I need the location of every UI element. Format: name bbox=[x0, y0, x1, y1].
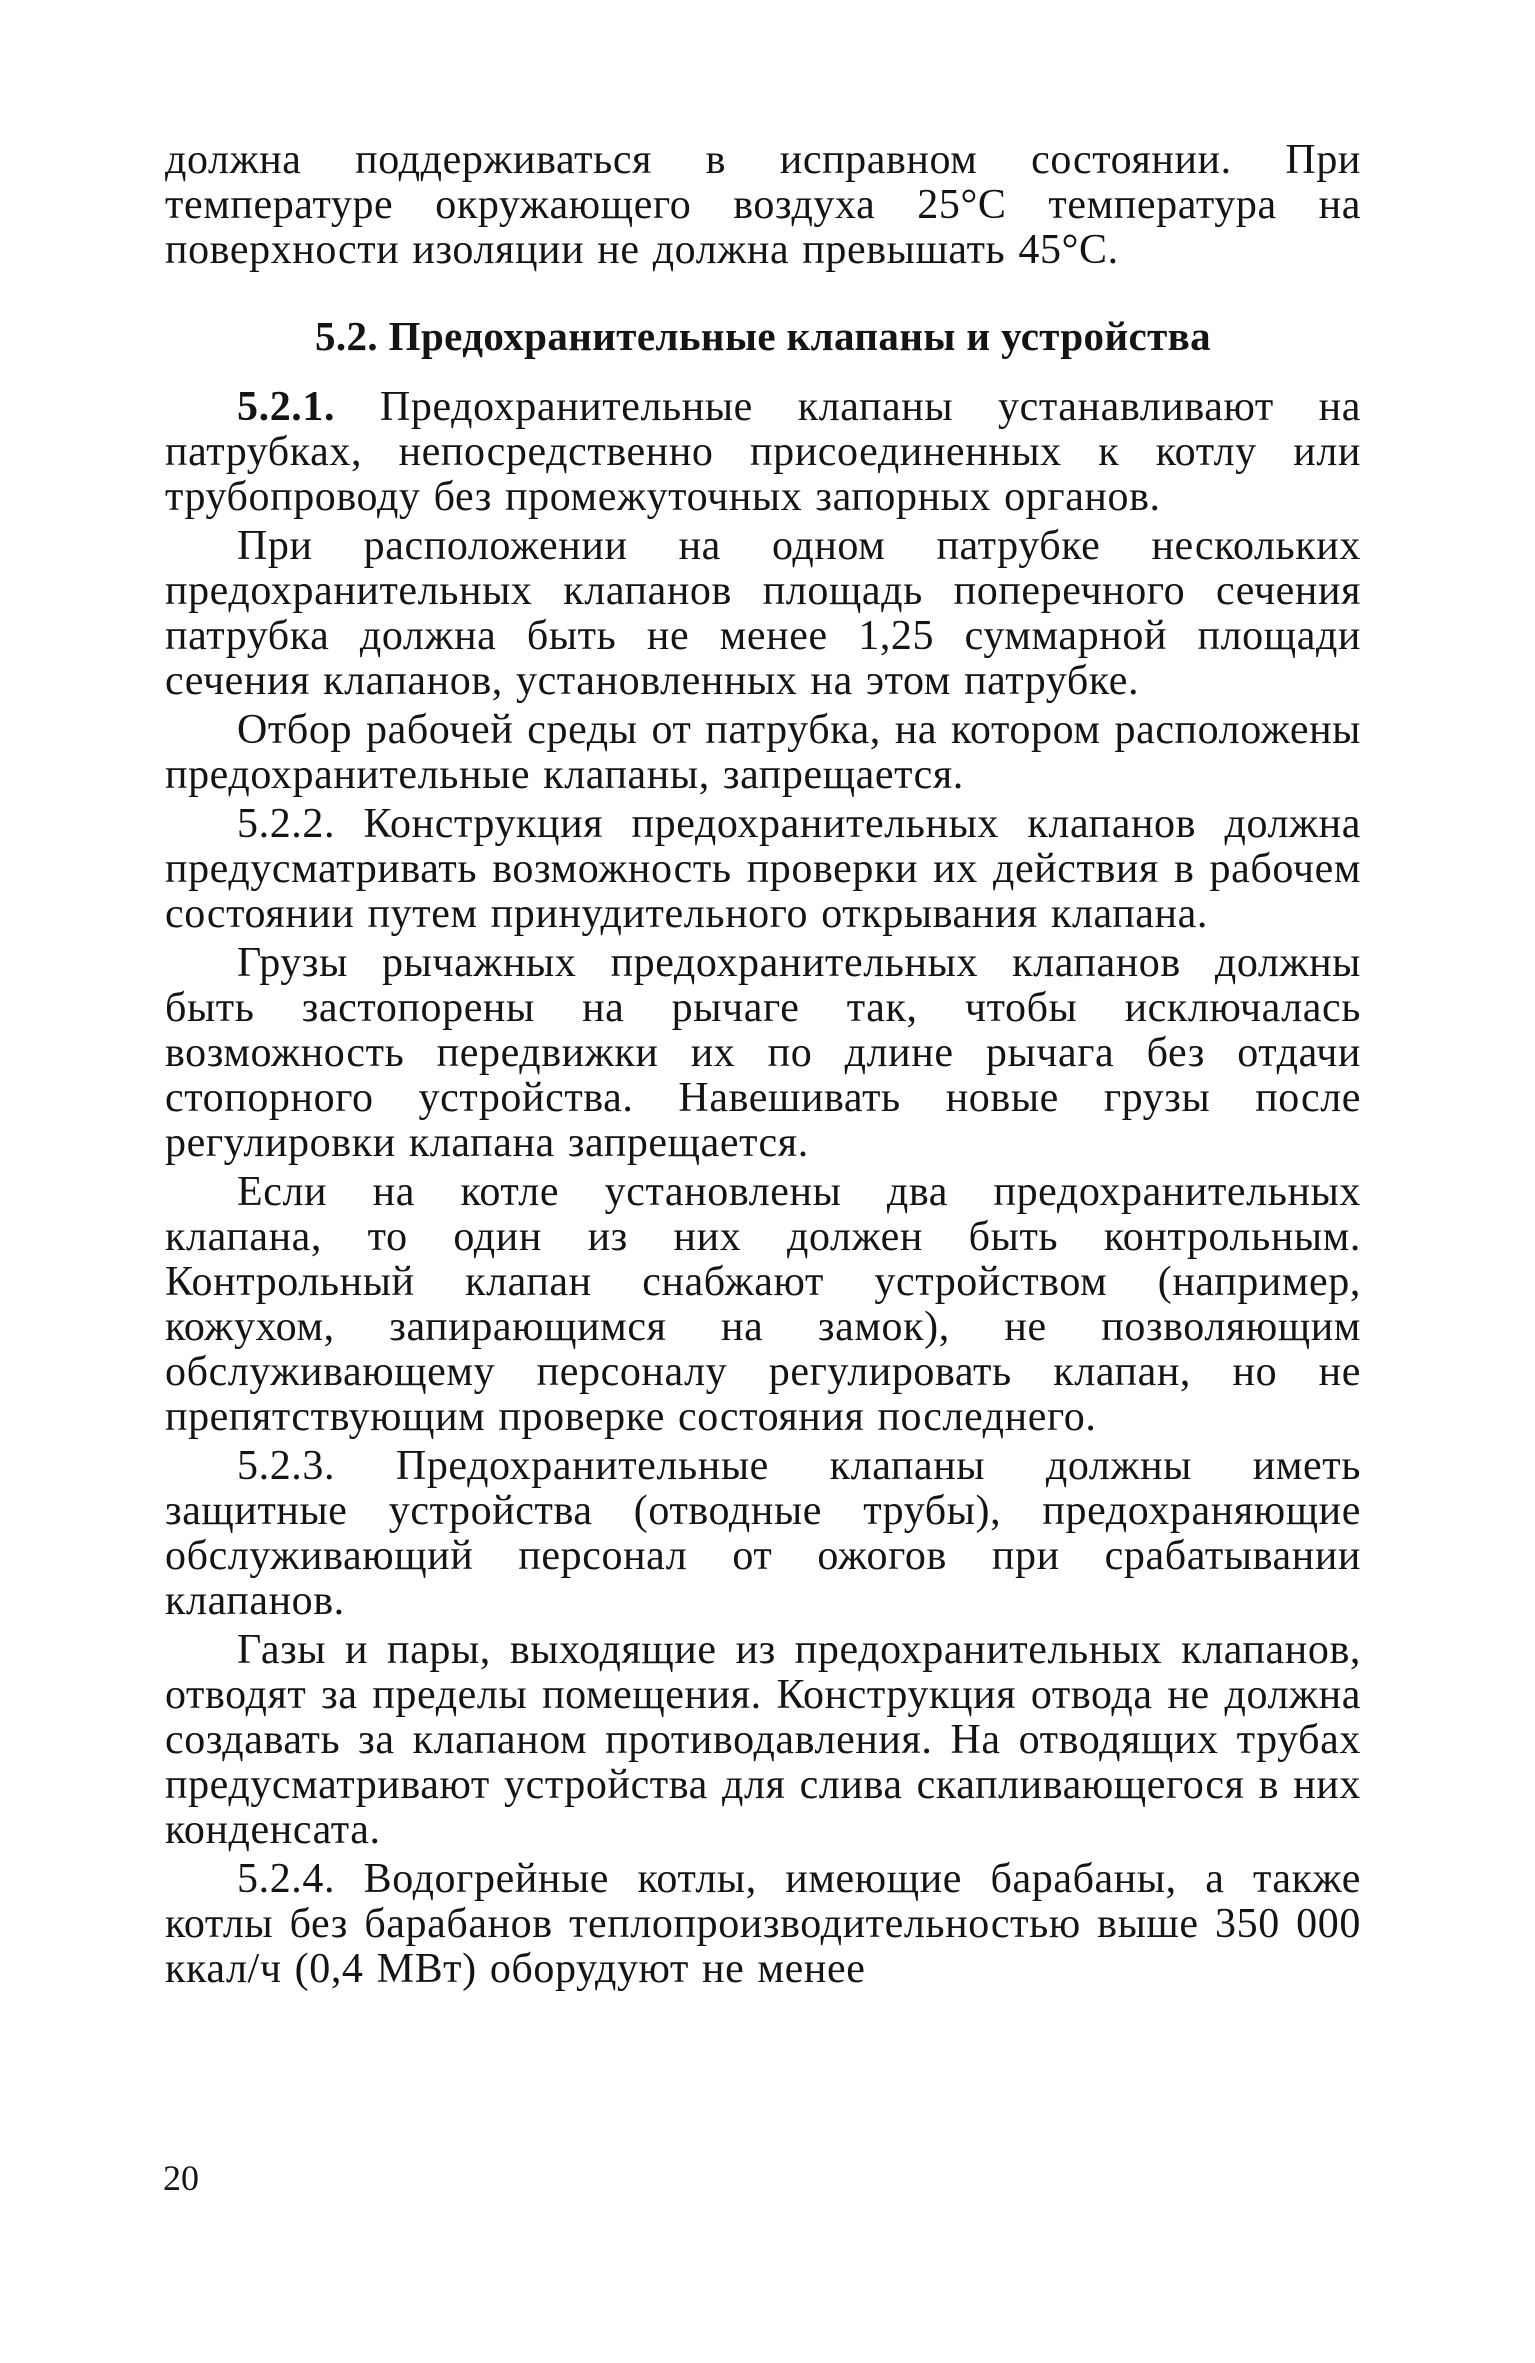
paragraph-text: Предохранительные клапаны устанавливают на патрубках, непосредственно присоединенных к котлу или трубопроводу без промежуточных запорных органов. bbox=[165, 384, 1361, 520]
paragraph: Отбор рабочей среды от патрубка, на котором расположены предохранительные клапаны, запрещается. bbox=[165, 707, 1361, 798]
paragraph-5-2-4 bbox=[165, 1857, 1361, 1992]
page-body bbox=[165, 138, 1361, 1992]
paragraph-5-2-1 bbox=[165, 385, 1361, 520]
clause-number: 5.2.4. bbox=[237, 1856, 336, 1902]
paragraph-5-2-3 bbox=[165, 1444, 1361, 1624]
paragraph-text: Предохранительные клапаны должны иметь защитные устройства (отводные трубы), предохраняющие обслуживающий персонал от ожогов при срабатывании клапанов. bbox=[165, 1443, 1361, 1624]
paragraph: Грузы рычажных предохранительных клапанов должны быть застопорены на рычаге так, чтобы исключалась возможность передвижки их по длине рычага без отдачи стопорного устройства. Навешивать новые грузы после регулировки клапана запрещается. bbox=[165, 940, 1361, 1166]
section-heading: 5.2. Предохранительные клапаны и устройства bbox=[314, 313, 1212, 359]
paragraph: При расположении на одном патрубке нескольких предохранительных клапанов площадь поперечного сечения патрубка должна быть не менее 1,25 суммарной площади сечения клапанов, установленных на этом патрубке. bbox=[165, 523, 1361, 704]
paragraph-continuation: должна поддерживаться в исправном состоянии. При температуре окружающего воздуха 25°C температура на поверхности изоляции не должна превышать 45°C. bbox=[165, 137, 1361, 273]
clause-number: 5.2.1. bbox=[237, 384, 336, 430]
paragraph: Если на котле установлены два предохранительных клапана, то один из них должен быть контрольным. Контрольный клапан снабжают устройством (например, кожухом, запирающимся на замок), не позволяющим обслуживающему персоналу регулировать клапан, но не препятствующим проверке состояния последнего. bbox=[165, 1169, 1361, 1440]
paragraph: Газы и пары, выходящие из предохранительных клапанов, отводят за пределы помещения. Конструкция отвода не должна создавать за клапаном противодавления. На отводящих трубах предусматривают устройства для слива скапливающегося в них конденсата. bbox=[165, 1627, 1361, 1853]
paragraph-text: Водогрейные котлы, имеющие барабаны, а также котлы без барабанов теплопроизводительностью выше 350 000 ккал/ч (0,4 МВт) оборудуют не менее bbox=[165, 1856, 1361, 1992]
clause-number: 5.2.2. bbox=[237, 801, 336, 847]
paragraph-5-2-2 bbox=[165, 802, 1361, 937]
clause-number: 5.2.3. bbox=[237, 1443, 336, 1489]
paragraph-text: Конструкция предохранительных клапанов должна предусматривать возможность проверки их действия в рабочем состоянии путем принудительного открывания клапана. bbox=[165, 801, 1361, 937]
page-number: 20 bbox=[163, 2158, 199, 2198]
